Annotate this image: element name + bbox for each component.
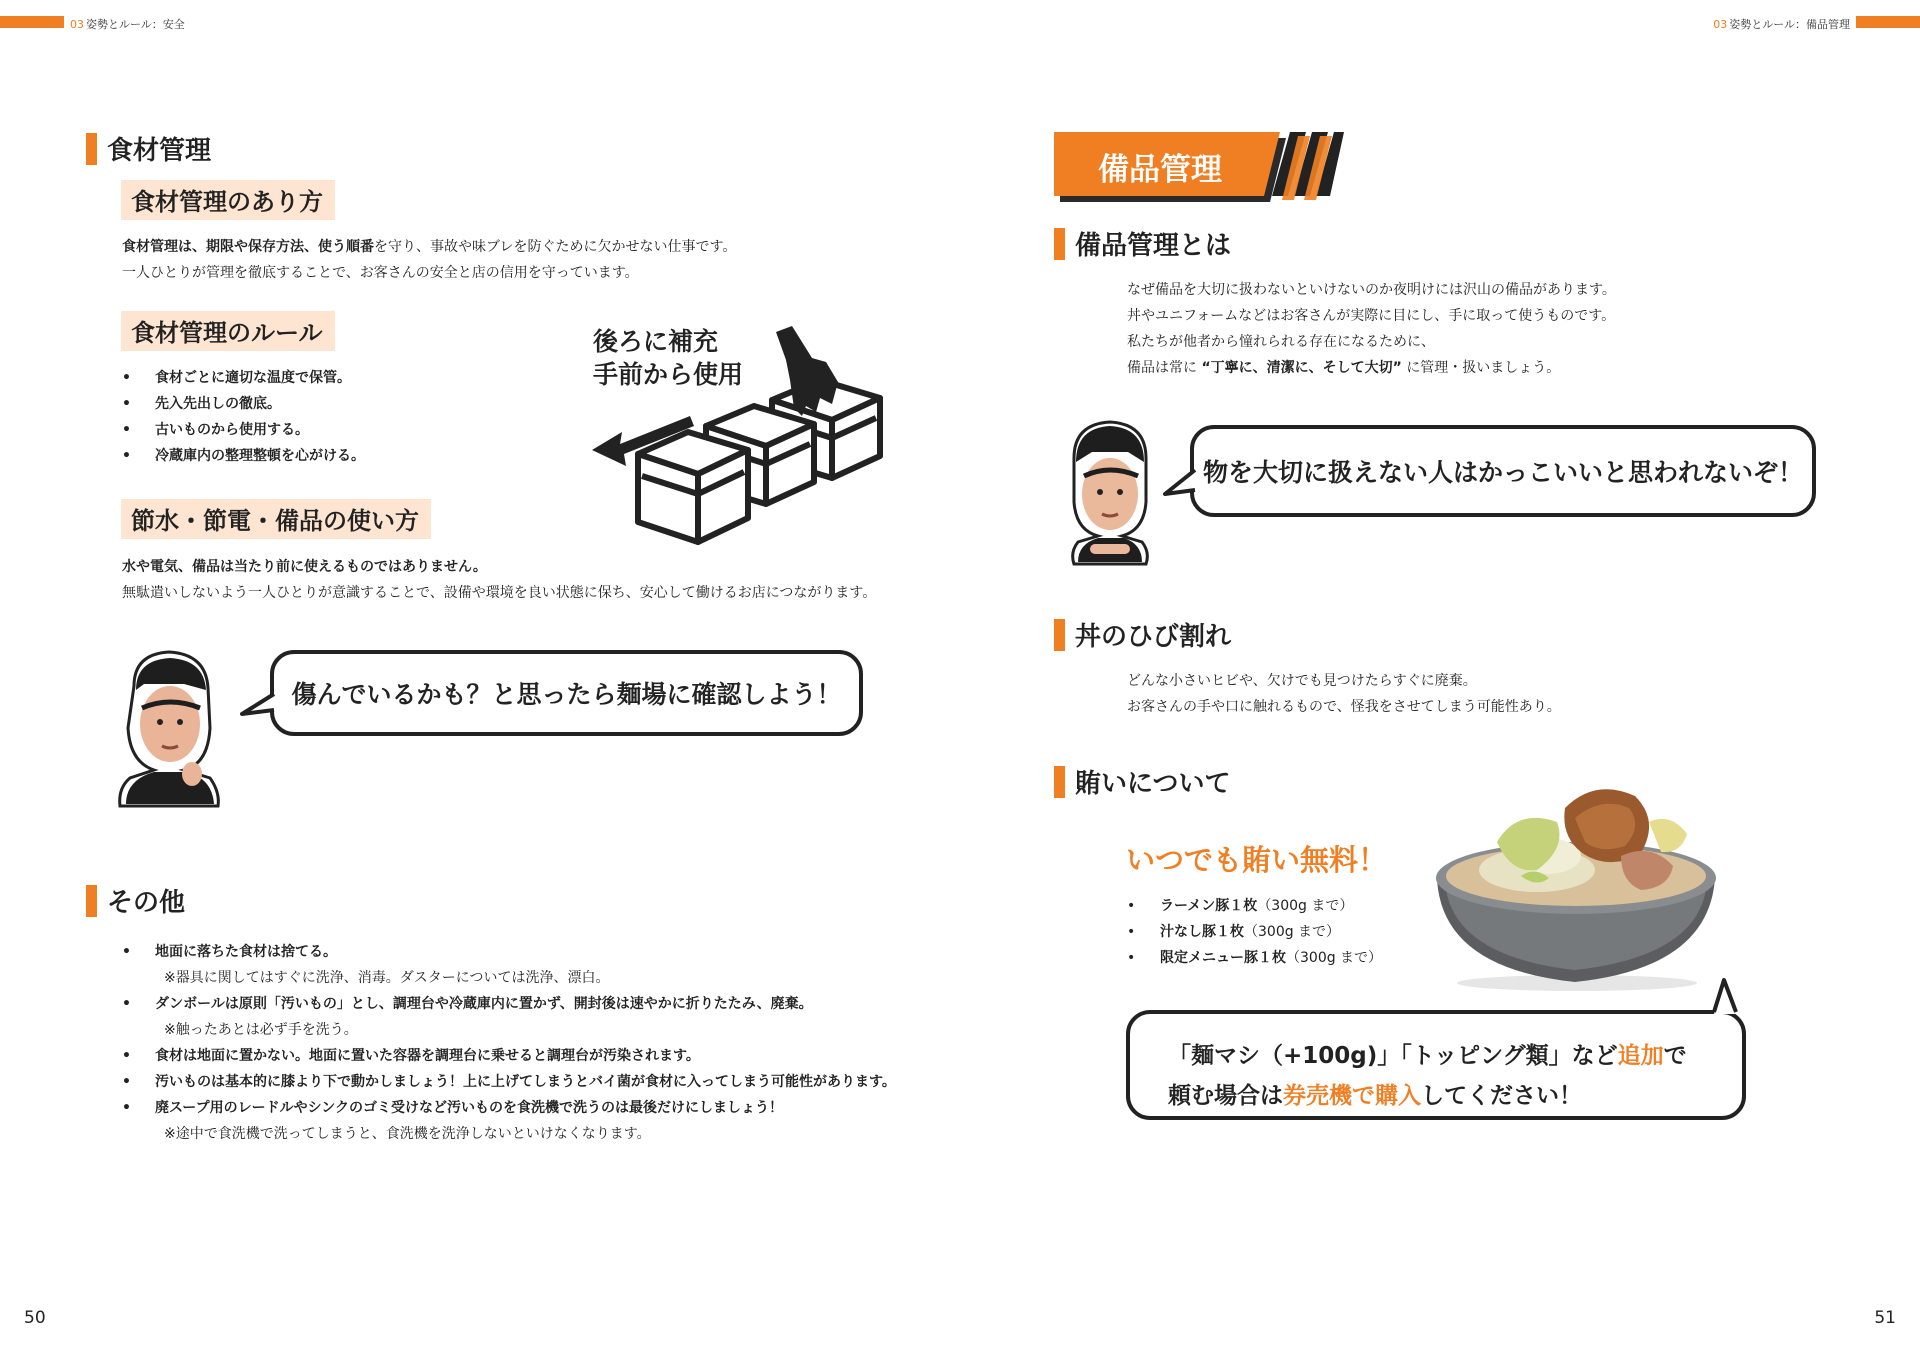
page-number-left: 50 (24, 1308, 46, 1328)
ramen-bowl-image (1425, 778, 1725, 993)
equipment-line2: 丼やユニフォームなどはお客さんが実際に目にし、手に取って使うものです。 (1127, 308, 1616, 324)
list-note: ※途中で食洗機で洗ってしまうと、食洗機を洗浄しないといけなくなります。 (164, 1126, 651, 1142)
list-item: • 廃スープ用のレードルやシンクのゴミ受けなど汚いものを食洗機で洗うのは最後だけにしましょう！ (122, 1095, 896, 1121)
staff-meal-headline: いつでも賄い無料！ (1126, 843, 1388, 877)
header-bar-right (1856, 16, 1920, 28)
equipment-line3: 私たちが他者から憧れられる存在になるために、 (1127, 334, 1435, 350)
para1-bold: 食材管理は、期限や保存方法、使う順番 (122, 239, 374, 255)
staff-meal-list (1127, 893, 1382, 971)
illustration-line2: 手前から使用 (593, 360, 744, 389)
banner-title: 備品管理 (1098, 152, 1222, 188)
subtitle-food-management: 食材管理のあり方 (121, 180, 335, 220)
bubble-tail-right (1163, 468, 1197, 500)
header-right (1713, 16, 1850, 32)
list-note: ※器具に関してはすぐに洗浄、消毒。ダスターについては洗浄、漂白。 (164, 970, 610, 986)
food-rules-list (122, 365, 365, 469)
list-item: • 地面に落ちた食材は捨てる。 (122, 939, 896, 965)
list-item (1127, 945, 1382, 971)
meal-item-limit: （300g まで） (1244, 924, 1341, 940)
equipment-line4-post: に管理・扱いましょう。 (1406, 360, 1561, 376)
list-item: • 古いものから使用する。 (122, 417, 365, 443)
list-item: • 食材は地面に置かない。地面に置いた容器を調理台に乗せると調理台が汚染されます。 (122, 1043, 896, 1069)
list-item (1127, 893, 1382, 919)
list-item: • ダンボールは原則「汚いもの」とし、調理台や冷蔵庫内に置かず、開封後は速やかに折りたたみ、廃棄。 (122, 991, 896, 1017)
list-item: • 先入先出しの徹底。 (122, 391, 365, 417)
bubble-line2-b: 券売機で購入 (1283, 1083, 1421, 1109)
para3-line2: 無駄遣いしないよう一人ひとりが意識することで、設備や環境を良い状態に保ち、安心して働けるお店につながります。 (122, 585, 877, 601)
paragraph-equipment (1127, 277, 1616, 381)
header-right-text: 姿勢とルール：備品管理 (1729, 18, 1850, 31)
title-mark (1054, 228, 1065, 260)
avatar-staff-left (114, 646, 224, 808)
section-title-staff-meal (1054, 763, 1230, 800)
staff-meal-bubble-text (1168, 1036, 1687, 1116)
title-mark (1054, 766, 1065, 798)
speech-bubble-staff-meal (1126, 1010, 1746, 1120)
avatar-staff-right (1062, 418, 1157, 566)
section-title-bowl-cracks (1054, 616, 1231, 653)
list-item (1127, 919, 1382, 945)
section-title-bowl-cracks-text: 丼のひび割れ (1075, 622, 1232, 652)
header-left-num: 03 (70, 18, 84, 31)
meal-item-name: 限定メニュー豚１枚 (1160, 950, 1286, 966)
speech-bubble-right-text: 物を大切に扱えない人はかっこいいと思われないぞ！ (1202, 458, 1803, 487)
paragraph-saving (122, 554, 876, 606)
header-left (70, 16, 185, 32)
bubble-tail-staff-meal (1710, 978, 1740, 1016)
title-mark (86, 133, 97, 165)
subtitle-saving: 節水・節電・備品の使い方 (121, 499, 431, 539)
subtitle-food-rules: 食材管理のルール (121, 311, 335, 351)
section-title-food-text: 食材管理 (107, 136, 212, 166)
meal-item-limit: （300g まで） (1286, 950, 1383, 966)
bubble-line1-a: 「麺マシ（+100g)」「トッピング類」など (1168, 1043, 1618, 1069)
bubble-line2-c: してください！ (1421, 1083, 1582, 1109)
para3-line1: 水や電気、備品は当たり前に使えるものではありません。 (122, 559, 487, 575)
list-item: • 食材ごとに適切な温度で保管。 (122, 365, 365, 391)
bubble-line1-b: 追加 (1617, 1043, 1664, 1069)
other-rules-list (122, 939, 896, 1147)
speech-bubble-left-text: 傷んでいるかも？と思ったら麺場に確認しよう！ (291, 680, 842, 709)
meal-item-name: 汁なし豚１枚 (1160, 924, 1244, 940)
fifo-illustration (580, 320, 900, 550)
header-right-num: 03 (1713, 18, 1728, 31)
title-mark (86, 885, 97, 917)
speech-bubble-right (1190, 425, 1816, 517)
title-mark (1054, 619, 1065, 651)
section-title-equipment-text: 備品管理とは (1075, 231, 1232, 261)
section-title-other-text: その他 (107, 888, 186, 918)
header-bar-left (0, 16, 64, 28)
speech-bubble-left (270, 650, 863, 736)
box-front (638, 432, 748, 542)
para1-line2: 一人ひとりが管理を徹底することで、お客さんの安全と店の信用を守っています。 (122, 265, 639, 281)
page-number-right: 51 (1874, 1308, 1896, 1328)
equipment-line1: なぜ備品を大切に扱わないといけないのか夜明けには沢山の備品があります。 (1127, 282, 1616, 298)
bowl-line1: どんな小さいヒビや、欠けでも見つけたらすぐに廃棄。 (1127, 673, 1477, 689)
bubble-line2-a: 頼む場合は (1168, 1083, 1283, 1109)
paragraph-food-management (122, 234, 736, 286)
section-title-food (86, 130, 211, 167)
list-item: • 冷蔵庫内の整理整頓を心がける。 (122, 443, 365, 469)
bubble-tail-left (240, 690, 276, 720)
meal-item-name: ラーメン豚１枚 (1160, 898, 1258, 914)
banner-equipment (1054, 130, 1344, 206)
list-item: • 汚いものは基本的に膝より下で動かしましょう！上に上げてしまうとバイ菌が食材に入ってしまう可能性があります。 (122, 1069, 896, 1095)
illustration-line1: 後ろに補充 (593, 327, 719, 356)
para1-rest: を守り、事故や味ブレを防ぐために欠かせない仕事です。 (374, 239, 737, 255)
boxes-graphic (580, 320, 900, 550)
section-title-staff-meal-text: 賄いについて (1075, 769, 1231, 799)
meal-item-limit: （300g まで） (1257, 898, 1354, 914)
list-note: ※触ったあとは必ず手を洗う。 (164, 1022, 358, 1038)
bubble-line1-c: で (1663, 1043, 1687, 1069)
bowl-line2: お客さんの手や口に触れるもので、怪我をさせてしまう可能性あり。 (1127, 699, 1561, 715)
paragraph-bowl-cracks (1127, 668, 1561, 720)
equipment-line4-bold: “丁寧に、清潔に、そして大切” (1201, 360, 1402, 376)
equipment-line4-pre: 備品は常に (1127, 360, 1197, 376)
section-title-equipment (1054, 225, 1231, 262)
section-title-other (86, 882, 185, 919)
header-left-text: 姿勢とルール：安全 (86, 18, 185, 31)
